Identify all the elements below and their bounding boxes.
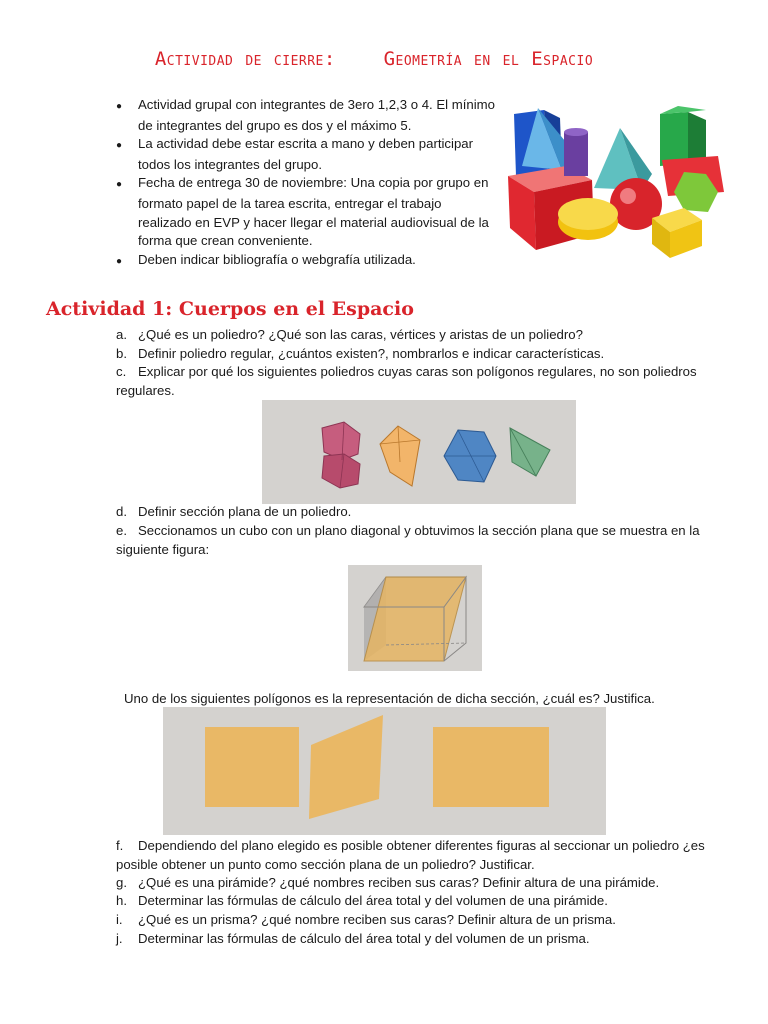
cube-section-image bbox=[348, 565, 482, 671]
list-item: ● La actividad debe estar escrita a mano y deben participar todos los integrantes del grupo. bbox=[116, 136, 474, 172]
bullet-icon: ● bbox=[116, 101, 123, 112]
polyhedra-image bbox=[262, 400, 576, 504]
bullet-icon: ● bbox=[116, 140, 123, 152]
list-item: ● Actividad grupal con integrantes de 3ero 1,2,3 o 4. El mínimo de integrantes del grupo es dos y el máximo 5. bbox=[116, 97, 496, 133]
list-item: ● Fecha de entrega 30 de noviembre: Una copia por grupo en formato papel de la tarea escrita, entregar el trabajo realizado en EVP y hacer llegar el material audiovisual de la forma que crean conveniente. bbox=[116, 175, 489, 249]
question-b: b. Definir poliedro regular, ¿cuántos existen?, nombrarlos e indicar características. bbox=[116, 346, 605, 361]
geometric-solids-image bbox=[502, 100, 730, 260]
question-g: g. ¿Qué es una pirámide? ¿qué nombres reciben sus caras? Definir altura de una pirámide. bbox=[116, 875, 660, 890]
question-f: f. Dependiendo del plano elegido es posible obtener diferentes figuras al seccionar un poliedro ¿es posible obtener un punto como sección plana de un poliedro? Justificar. bbox=[116, 838, 705, 872]
question-j: j. Determinar las fórmulas de cálculo del área total y del volumen de un prisma. bbox=[116, 931, 590, 946]
bullet-icon: ● bbox=[116, 255, 123, 267]
list-item: ● Deben indicar bibliografía o webgrafía utilizada. bbox=[116, 251, 496, 272]
question-h: h. Determinar las fórmulas de cálculo del área total y del volumen de una pirámide. bbox=[116, 893, 608, 908]
section-heading: Actividad 1: Cuerpos en el Espacio bbox=[46, 298, 414, 320]
question-a: a. ¿Qué es un poliedro? ¿Qué son las caras, vértices y aristas de un poliedro? bbox=[116, 327, 583, 342]
question-c: c. Explicar por qué los siguientes poliedros cuyas caras son polígonos regulares, no son poliedros regulares. bbox=[116, 364, 697, 398]
bullet-icon: ● bbox=[116, 179, 123, 191]
intro-bullet-list bbox=[116, 96, 496, 271]
page-title: Actividad de cierre: Geometría en el Espacio bbox=[154, 48, 594, 70]
question-d: d. Definir sección plana de un poliedro. bbox=[116, 504, 352, 519]
section-options-image bbox=[163, 707, 606, 835]
question-e-prompt: Uno de los siguientes polígonos es la representación de dicha sección, ¿cuál es? Justifica. bbox=[124, 691, 655, 706]
question-i: i. ¿Qué es un prisma? ¿qué nombre reciben sus caras? Definir altura de un prisma. bbox=[116, 912, 616, 927]
question-e: e. Seccionamos un cubo con un plano diagonal y obtuvimos la sección plana que se muestra en la siguiente figura: bbox=[116, 523, 700, 557]
